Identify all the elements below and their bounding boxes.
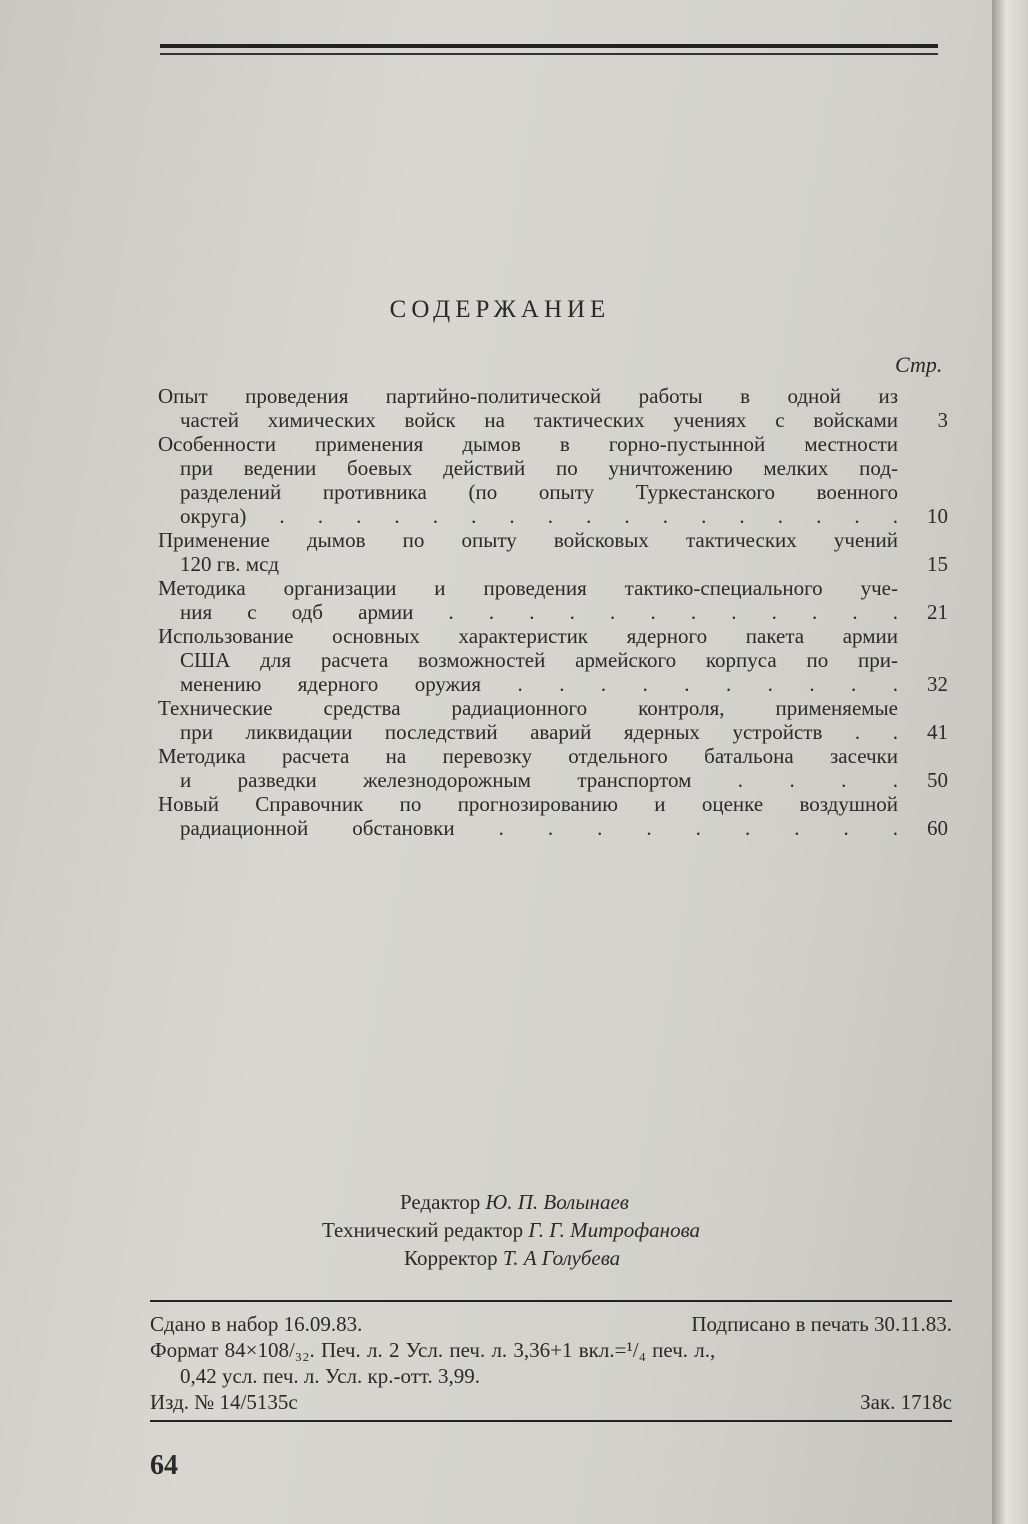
toc-heading: СОДЕРЖАНИЕ	[389, 296, 611, 323]
credit-tech-editor: Технический редактор Г. Г. Митрофанова	[322, 1218, 701, 1242]
toc-entry-line: ния с одб армии . . . . . . . . . . . .	[180, 600, 898, 624]
imprint-edition	[150, 1390, 952, 1415]
page-column-label: Стр.	[895, 352, 943, 377]
toc-entry-line: Новый Справочник по прогнозированию и оценке воздушной	[158, 792, 898, 816]
toc-entry-page: 60	[927, 816, 948, 840]
imprint-rule-bottom	[150, 1420, 952, 1422]
top-rule	[160, 44, 938, 48]
imprint-rule	[150, 1300, 952, 1302]
toc-entry-line: радиационной обстановки . . . . . . . . .	[180, 816, 898, 840]
toc-entry-line: при ликвидации последствий аварий ядерных устройств . .	[180, 720, 898, 744]
imprint-format-2: 0,42 усл. печ. л. Усл. кр.-отт. 3,99.	[180, 1364, 480, 1388]
toc-entry-line: при ведении боевых действий по уничтожению мелких под-	[180, 456, 898, 480]
toc-entry	[158, 792, 948, 840]
toc-entry	[158, 624, 948, 696]
toc-entry-line: и разведки железнодорожным транспортом . . . .	[180, 768, 898, 792]
toc-entry-line: США для расчета возможностей армейского корпуса по при-	[180, 648, 898, 672]
toc-entry-line: Использование основных характеристик ядерного пакета армии	[158, 624, 898, 648]
toc-entry	[158, 696, 948, 744]
page-number: 64	[150, 1450, 178, 1481]
toc-entry-line: округа) . . . . . . . . . . . . . . . . .	[180, 504, 898, 528]
toc-entry-page: 15	[927, 552, 948, 576]
imprint-format: Формат 84×108/₃₂. Печ. л. 2 Усл. печ. л. 3,36+1 вкл.=¹/₄ печ. л.,	[150, 1338, 716, 1362]
toc-entry-page: 50	[927, 768, 948, 792]
credit-editor: Редактор Ю. П. Волынаев	[400, 1190, 629, 1214]
toc-entry-page: 3	[937, 408, 948, 432]
toc-entry	[158, 432, 948, 528]
top-rule-thin	[160, 53, 938, 55]
toc-entry-page: 21	[927, 600, 948, 624]
toc-entry-page: 10	[927, 504, 948, 528]
signed-date: Подписано в печать 30.11.83.	[691, 1312, 952, 1336]
toc-entry-page: 32	[927, 672, 948, 696]
toc-entry-line: Технические средства радиационного контроля, применяемые	[158, 696, 898, 720]
toc-entry	[158, 384, 948, 432]
toc-entry-page: 41	[927, 720, 948, 744]
credits	[0, 1188, 1000, 1272]
toc-entry-line: Опыт проведения партийно-политической работы в одной из	[158, 384, 898, 408]
toc-entry-line: Особенности применения дымов в горно-пустынной местности	[158, 432, 898, 456]
toc-entry	[158, 528, 948, 576]
toc-entry-line: Методика организации и проведения тактико-специального уче-	[158, 576, 898, 600]
toc-entry-line: менению ядерного оружия . . . . . . . . . .	[180, 672, 898, 696]
toc-entry-line: 120 гв. мсд	[180, 552, 280, 576]
credit-proofreader: Корректор Т. А Голубева	[404, 1246, 621, 1270]
toc-entry-line: Применение дымов по опыту войсковых тактических учений	[158, 528, 898, 552]
toc-entry-line: Методика расчета на перевозку отдельного батальона засечки	[158, 744, 898, 768]
toc-list	[158, 384, 948, 840]
toc-entry	[158, 744, 948, 792]
toc-entry-line: разделений противника (по опыту Туркестанского военного	[180, 480, 898, 504]
submitted-date: Сдано в набор 16.09.83.	[150, 1312, 363, 1336]
imprint-dates	[150, 1312, 952, 1337]
order-number: Зак. 1718с	[860, 1390, 952, 1414]
toc-entry	[158, 576, 948, 624]
toc-entry-line: частей химических войск на тактических учениях с войсками	[180, 408, 898, 432]
page-edge	[992, 0, 1028, 1524]
edition-number: Изд. № 14/5135с	[150, 1390, 298, 1414]
